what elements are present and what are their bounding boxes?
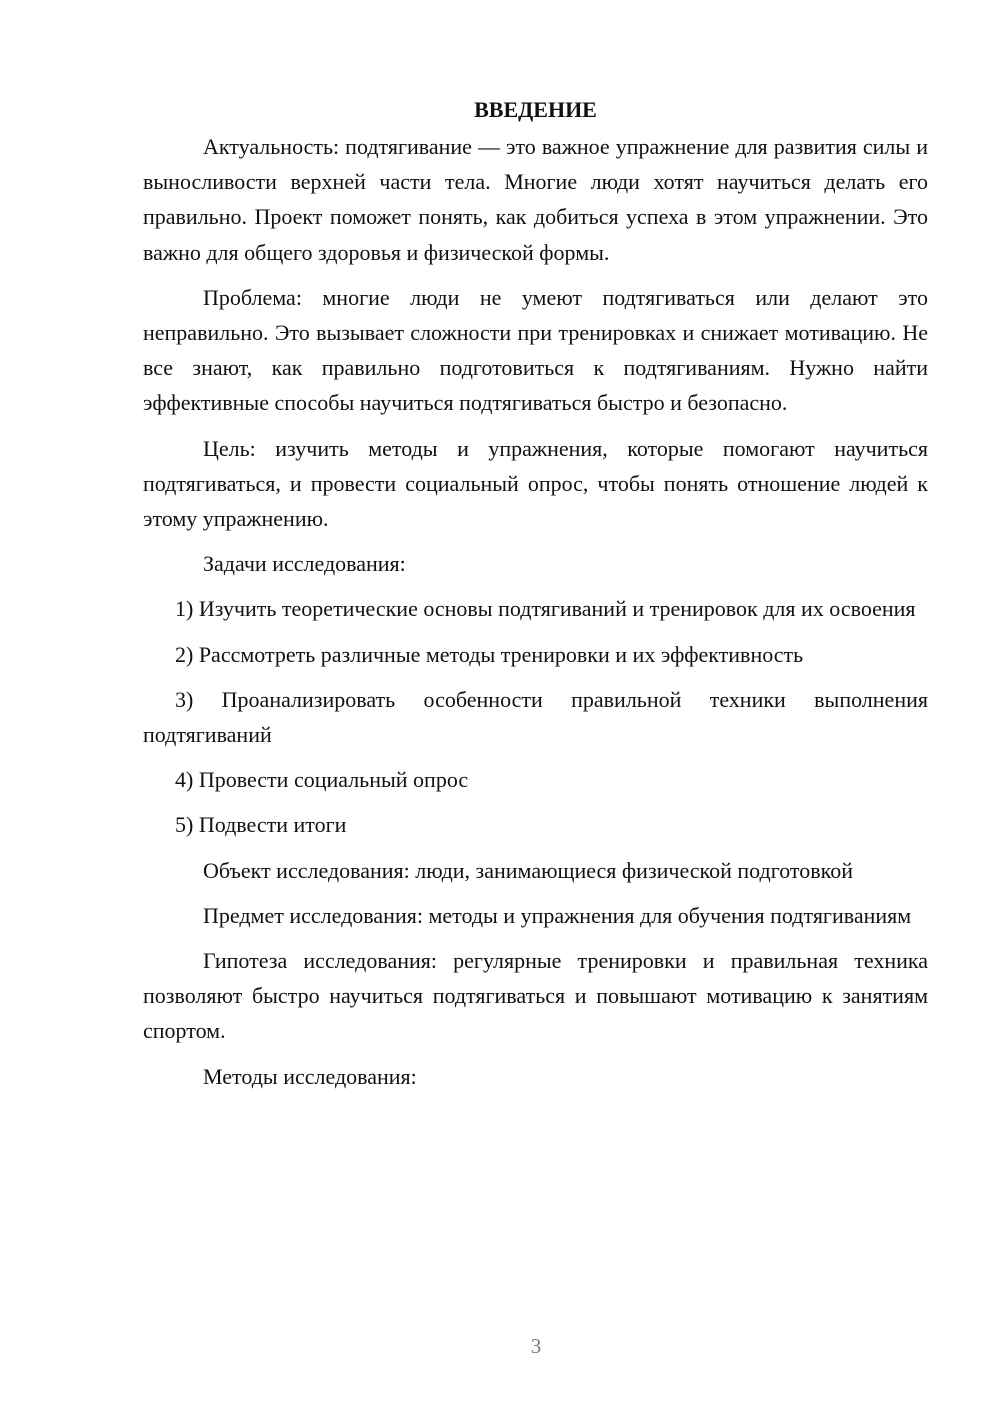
document-page (143, 92, 928, 1104)
paragraph-hypothesis: Гипотеза исследования: регулярные тренировки и правильная техника позволяют быстро научиться подтягиваться и повышают мотивацию к занятиям спортом. (143, 948, 928, 1044)
paragraph-subject: Предмет исследования: методы и упражнения для обучения подтягиваниям (203, 902, 912, 928)
paragraph-methods-heading: Методы исследования: (203, 1063, 417, 1089)
task-item-1: 1) Изучить теоретические основы подтягиваний и тренировок для их освоения (175, 596, 916, 622)
task-item-5: 5) Подвести итоги (175, 812, 347, 838)
task-item-3: 3) Проанализировать особенности правильной техники выполнения подтягиваний (143, 686, 928, 748)
paragraph-goal: Цель: изучить методы и упражнения, которые помогают научиться подтягиваться, и провести социальный опрос, чтобы понять отношение людей к этому упражнению. (143, 435, 928, 532)
section-title: ВВЕДЕНИЕ (474, 97, 597, 122)
task-item-2: 2) Рассмотреть различные методы тренировки и их эффективность (175, 641, 804, 667)
paragraph-problem: Проблема: многие люди не умеют подтягиваться или делают это неправильно. Это вызывает сложности при тренировках и снижает мотивацию. Не все знают, как правильно подготовиться к подтягиваниям. Нужно найти эффективные способы научиться подтягиваться быстро и безопасно. (143, 284, 928, 416)
task-item-4: 4) Провести социальный опрос (175, 767, 469, 793)
paragraph-object: Объект исследования: люди, занимающиеся физической подготовкой (203, 857, 853, 883)
paragraph-relevance: Актуальность: подтягивание — это важное упражнение для развития силы и выносливости верхней части тела. Многие люди хотят научиться делать его правильно. Проект поможет понять, как добиться успеха в этом упражнении. Это важно для общего здоровья и физической формы. (143, 134, 928, 265)
page-number: 3 (530, 1334, 542, 1358)
paragraph-tasks-heading: Задачи исследования: (203, 551, 406, 577)
